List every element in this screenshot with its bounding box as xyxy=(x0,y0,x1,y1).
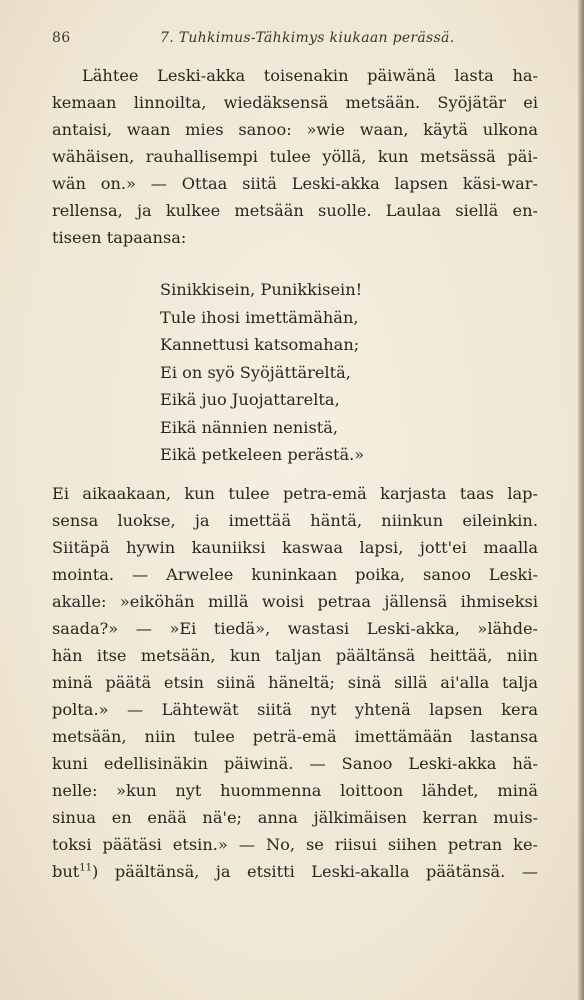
text-line: metsään, niin tulee peträ-emä imettämään lastansa xyxy=(52,727,538,746)
text-line: wähäisen, rauhallisempi tulee yöllä, kun metsässä päi- xyxy=(52,147,538,166)
page-edge xyxy=(578,0,584,1000)
text-line: saada?» — »Ei tiedä», wastasi Leski-akka, »lähde- xyxy=(52,619,538,638)
text-line: hän itse metsään, kun taljan päältänsä heittää, niin xyxy=(52,646,538,665)
page-number: 86 xyxy=(52,30,71,46)
text-line: minä päätä etsin siinä häneltä; sinä sillä ai'alla talja xyxy=(52,673,538,692)
text-line: akalle: »eiköhän millä woisi petraa jällensä ihmiseksi xyxy=(52,592,538,611)
text-line: rellensa, ja kulkee metsään suolle. Laulaa siellä en- xyxy=(52,201,538,220)
text-line: sinua en enää nä'e; anna jälkimäisen kerran muis- xyxy=(52,808,538,827)
text-line: antaisi, waan mies sanoo: »wie waan, käytä ulkona xyxy=(52,120,538,139)
running-head: 7. Tuhkimus-Tähkimys kiukaan perässä. xyxy=(160,30,455,46)
verse-line: Eikä petkeleen perästä.» xyxy=(160,445,365,464)
verse-line: Tule ihosi imettämähän, xyxy=(160,307,359,327)
text-line: Lähtee Leski-akka toisenakin päiwänä lasta ha- xyxy=(82,66,538,85)
verse-block xyxy=(160,276,460,469)
verse-line: Kannettusi katsomahan; xyxy=(160,335,360,354)
line-start: but xyxy=(52,862,80,881)
verse-line: Sinikkisein, Punikkisein! xyxy=(160,280,363,299)
text-line: Siitäpä hywin kauniiksi kaswaa lapsi, jott'ei maalla xyxy=(52,538,538,557)
text-line-with-footnote xyxy=(52,858,538,885)
text-line: mointa. — Arwelee kuninkaan poika, sanoo Leski- xyxy=(52,565,538,584)
text-line: sensa luokse, ja imettää häntä, niinkun eileinkin. xyxy=(52,511,538,530)
text-line: Ei aikaakaan, kun tulee petra-emä karjasta taas lap- xyxy=(52,484,538,503)
paragraph-2 xyxy=(52,480,538,885)
verse-line: Eikä nännien nenistä, xyxy=(160,417,339,437)
text-line: wän on.» — Ottaa siitä Leski-akka lapsen käsi-war- xyxy=(52,174,538,193)
text-line: kuni edellisinäkin päiwinä. — Sanoo Leski-akka hä- xyxy=(52,754,538,773)
verse-line: Eikä juo Juojattarelta, xyxy=(160,390,340,409)
verse-line: Ei on syö Syöjättäreltä, xyxy=(160,362,351,382)
text-line: toksi päätäsi etsin.» — No, se riisui siihen petran ke- xyxy=(52,835,538,854)
footnote-marker[interactable]: 11 xyxy=(79,862,93,874)
paragraph-1 xyxy=(52,62,538,251)
text-line: tiseen tapaansa: xyxy=(52,228,187,247)
text-line: kemaan linnoilta, wiedäksensä metsään. Syöjätär ei xyxy=(52,93,538,112)
line-end: ) päältänsä, ja etsitti Leski-akalla päätänsä. — xyxy=(92,862,538,881)
text-line: polta.» — Lähtewät siitä nyt yhtenä lapsen kera xyxy=(52,700,538,719)
text-line: nelle: »kun nyt huommenna loittoon lähdet, minä xyxy=(52,781,538,800)
